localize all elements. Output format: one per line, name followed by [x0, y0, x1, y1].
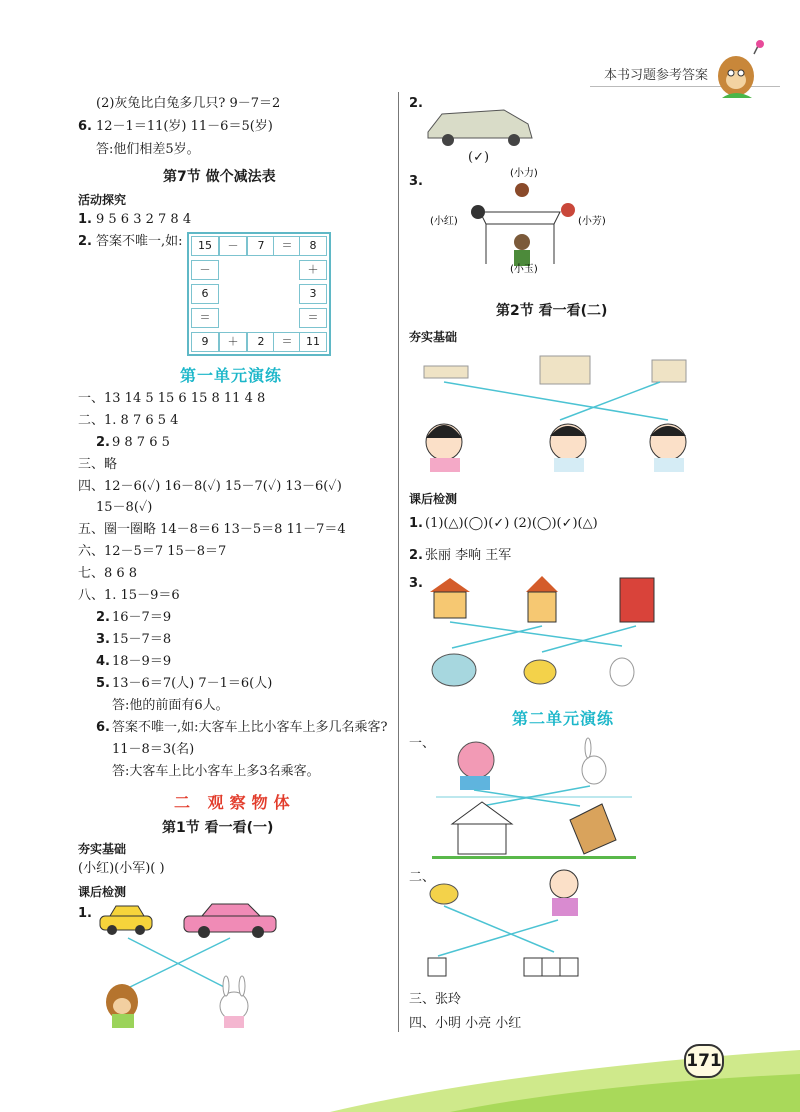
answer-line: 答:大客车上比小客车上多3名乘客。: [112, 764, 320, 779]
footer-wave: [330, 1040, 800, 1112]
subheading: 夯实基础: [409, 330, 458, 344]
column-divider: [398, 92, 399, 1032]
monkey-icon: [106, 984, 138, 1028]
chapter-title: 二 观察物体: [174, 793, 296, 812]
answer-mark: (✓): [468, 150, 490, 165]
name-label: (小芳): [578, 216, 606, 227]
three-squares-icon: [524, 958, 578, 976]
answer-line: 11－8＝3(名): [112, 742, 195, 757]
question-number: 6.: [96, 720, 110, 735]
question-number: 3.: [409, 174, 423, 189]
answer-line: 五、圈一圈略 14－8＝6 13－5＝8 11－7＝4: [78, 522, 346, 537]
answer-line: (2)灰兔比白兔多几只? 9－7＝2: [96, 96, 281, 111]
boy-face-icon: [550, 424, 586, 472]
answer-line: 二、: [409, 870, 436, 885]
girl-face-icon: [426, 424, 462, 472]
answer-line: 七、8 6 8: [78, 566, 138, 581]
name-label: (小红): [430, 216, 458, 227]
boy-back-icon: [650, 424, 686, 472]
answer-line: 一、: [409, 736, 436, 751]
view-matching-1: [420, 350, 690, 476]
monkey-icon: [458, 742, 494, 790]
grid-cell: ＝: [273, 236, 301, 256]
answer-line: 一、13 14 5 15 6 15 8 11 4 8: [78, 391, 266, 406]
answer-line: 答案不唯一,如:大客车上比小客车上多几名乘客?: [112, 720, 388, 735]
grid-cell: 7: [247, 236, 275, 256]
answer-line: 答:他的前面有6人。: [112, 698, 229, 713]
question-number: 1.: [78, 906, 92, 921]
subheading: 课后检测: [409, 492, 458, 506]
subtraction-grid: [187, 232, 331, 356]
question-number: 2.: [96, 610, 110, 625]
question-number: 2.: [409, 548, 423, 563]
grid-cell: ＋: [219, 332, 247, 352]
house-side-icon: [526, 576, 558, 622]
wall-icon: [570, 804, 616, 854]
question-number: 3.: [409, 576, 423, 591]
question-number: 5.: [96, 676, 110, 691]
page-number: 171: [684, 1044, 724, 1078]
name-label: (小玉): [510, 264, 538, 275]
elephant-icon: [432, 654, 476, 686]
answer-line: 13－6＝7(人) 7－1＝6(人): [112, 676, 273, 691]
grid-cell: ＝: [273, 332, 301, 352]
answer-line: 张丽 李响 王军: [425, 548, 512, 563]
question-number: 2.: [409, 96, 423, 111]
answer-line: 15－7＝8: [112, 632, 172, 647]
answer-line: 六、12－5＝7 15－8＝7: [78, 544, 227, 559]
bird-icon: [524, 660, 556, 684]
answer-line: 三、张玲: [409, 992, 462, 1007]
view-matching-3: [430, 732, 640, 860]
car-animal-matching: [98, 902, 288, 1032]
answer-line: 八、1. 15－9＝6: [78, 588, 180, 603]
house-icon: [452, 802, 512, 854]
table-viewpoint-scene: [430, 168, 610, 274]
answer-line: 四、12－6(✓) 16－8(✓) 15－7(✓) 13－6(✓): [78, 479, 342, 494]
answer-line: 18－9＝9: [112, 654, 172, 669]
rabbit-icon: [610, 658, 634, 686]
answer-line: 9 5 6 3 2 7 8 4: [96, 212, 192, 227]
answer-line: 答:他们相差5岁。: [96, 142, 200, 157]
grid-cell: －: [191, 260, 219, 280]
answer-line: 16－7＝9: [112, 610, 172, 625]
grid-cell: ＝: [191, 308, 219, 328]
grid-cell: ＝: [299, 308, 327, 328]
silver-car-icon: [424, 98, 536, 152]
unit-title: 第二单元演练: [512, 709, 615, 728]
wall-icon: [620, 578, 654, 622]
house-icon: [430, 578, 470, 618]
answer-line: 12－1＝11(岁) 11－6＝5(岁): [96, 119, 273, 134]
grid-cell: 15: [191, 236, 219, 256]
girl-icon: [550, 870, 578, 916]
answer-line: (1)(△)(◯)(✓) (2)(◯)(✓)(△): [425, 516, 598, 531]
question-number: 1.: [78, 212, 92, 227]
rabbit-icon: [582, 738, 606, 784]
view-matching-4: [420, 866, 590, 980]
section-title: 第2节 看一看(二): [496, 303, 608, 319]
answer-line: 答案不唯一,如:: [96, 234, 183, 249]
answer-line: 四、小明 小亮 小红: [409, 1016, 522, 1031]
answer-line: 15－8(✓): [96, 500, 153, 515]
grid-cell: 3: [299, 284, 327, 304]
subheading: 夯实基础: [78, 842, 127, 856]
answer-line: (小红)(小军)( ): [78, 861, 165, 876]
section-title: 第1节 看一看(一): [162, 820, 274, 836]
answer-line: 9 8 7 6 5: [112, 435, 170, 450]
bird-icon: [430, 884, 458, 904]
section-title: 第7节 做个减法表: [163, 169, 276, 185]
pink-car-icon: [184, 904, 276, 938]
answer-line: 二、1. 8 7 6 5 4: [78, 413, 179, 428]
single-square-icon: [428, 958, 446, 976]
rabbit-icon: [220, 976, 248, 1028]
question-number: 3.: [96, 632, 110, 647]
question-number: 4.: [96, 654, 110, 669]
subheading: 活动探究: [78, 193, 127, 207]
question-number: 1.: [409, 516, 423, 531]
grid-cell: 9: [191, 332, 219, 352]
unit-title: 第一单元演练: [180, 366, 283, 385]
view-matching-2: [426, 574, 662, 694]
small-car-icon: [100, 906, 152, 935]
question-number: 2.: [96, 435, 110, 450]
header-title: 本书习题参考答案: [603, 68, 708, 83]
grid-cell: －: [219, 236, 247, 256]
mascot-icon: [712, 40, 768, 100]
grid-cell: 6: [191, 284, 219, 304]
name-label: (小力): [510, 168, 538, 179]
answer-line: 三、略: [78, 457, 118, 472]
subheading: 课后检测: [78, 885, 127, 899]
question-number: 2.: [78, 234, 92, 249]
grid-cell: 8: [299, 236, 327, 256]
question-number: 6.: [78, 119, 92, 134]
grid-cell: 2: [247, 332, 275, 352]
grid-cell: 11: [299, 332, 327, 352]
grid-cell: ＋: [299, 260, 327, 280]
